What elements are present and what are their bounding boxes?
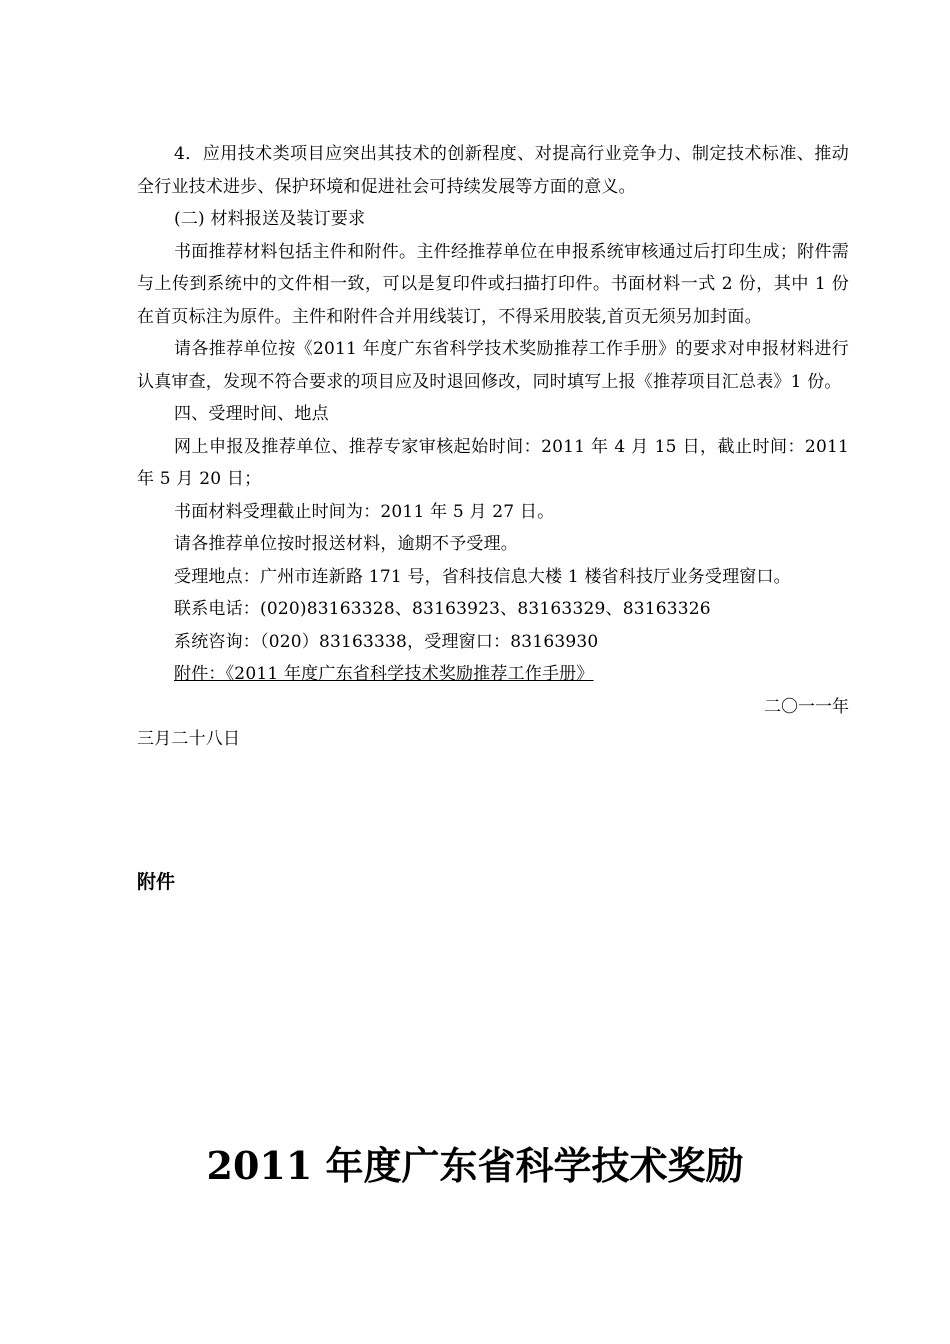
attachment-link[interactable]: 附件：《2011 年度广东省科学技术奖励推荐工作手册》 — [174, 664, 594, 684]
paragraph-on-time: 请各推荐单位按时报送材料，逾期不予受理。 — [174, 534, 518, 554]
attachment-link-line — [137, 658, 849, 691]
attachment-heading: 附件 — [137, 871, 176, 893]
paragraph-phone: 联系电话：(020)83163328、83163923、83163329、83163326 — [174, 599, 711, 619]
date-line-day: 三月二十八日 — [137, 729, 241, 749]
section-heading-time-place: 四、受理时间、地点 — [174, 404, 329, 424]
paragraph-review: 请各推荐单位按《2011 年度广东省科学技术奖励推荐工作手册》的要求对申报材料进行认真审查，发现不符合要求的项目应及时退回修改，同时填写上报《推荐项目汇总表》1 份。 — [137, 339, 849, 392]
cover-title: 2011 年度广东省科学技术奖励 — [206, 1143, 744, 1188]
paragraph-paper-deadline: 书面材料受理截止时间为：2011 年 5 月 27 日。 — [174, 501, 555, 522]
paragraph-applied-tech: 4．应用技术类项目应突出其技术的创新程度、对提高行业竞争力、制定技术标准、推动全行业技术进步、保护环境和促进社会可持续发展等方面的意义。 — [137, 144, 849, 197]
paragraph-materials: 书面推荐材料包括主件和附件。主件经推荐单位在申报系统审核通过后打印生成；附件需与上传到系统中的文件相一致，可以是复印件或扫描打印件。书面材料一式 2 份，其中 1 份在首页标注为原件。主件和附件合并用线装订，不得采用胶装,首页无须另加封面。 — [137, 241, 849, 327]
date-line-year: 二〇一一年 — [764, 696, 849, 717]
document-body — [137, 138, 849, 756]
section-heading-materials: (二) 材料报送及装订要求 — [174, 209, 366, 229]
paragraph-online-deadline: 网上申报及推荐单位、推荐专家审核起始时间：2011 年 4 月 15 日，截止时间：2011 年 5 月 20 日； — [137, 436, 849, 489]
paragraph-system-help: 系统咨询：（020）83163338，受理窗口：83163930 — [174, 631, 599, 652]
paragraph-location: 受理地点：广州市连新路 171 号，省科技信息大楼 1 楼省科技厅业务受理窗口。 — [174, 566, 791, 587]
